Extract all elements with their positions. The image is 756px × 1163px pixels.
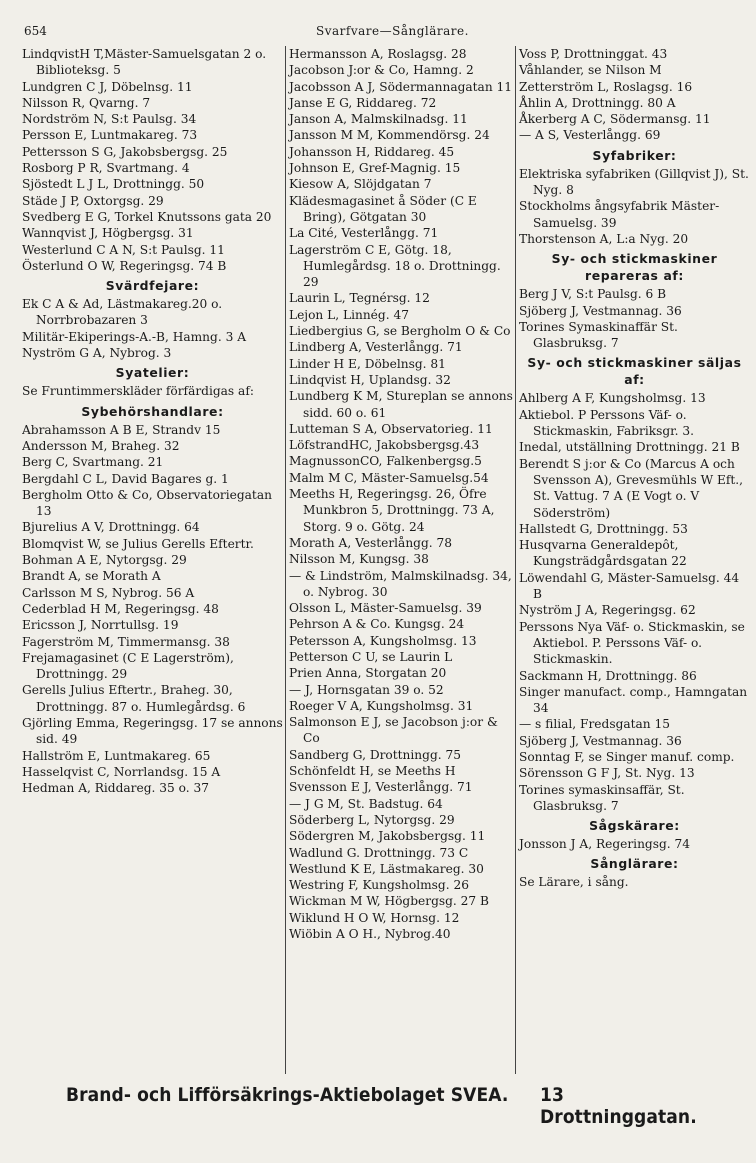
directory-entry: Elektriska syfabriken (Gillqvist J), St. Nyg. 8 bbox=[519, 166, 749, 198]
directory-entry: — J G M, St. Badstug. 64 bbox=[289, 796, 443, 811]
directory-entry: Södergren M, Jakobsbergsg. 11 bbox=[289, 829, 486, 844]
directory-entry: — s filial, Fredsgatan 15 bbox=[519, 717, 671, 732]
directory-entry: Fagerström M, Timmermansg. 38 bbox=[22, 634, 230, 649]
footer-company: Brand- och Lifförsäkrings-Aktiebolaget SVEA. bbox=[66, 1084, 509, 1106]
directory-entry: Svensson E J, Vesterlångg. 71 bbox=[289, 780, 473, 795]
directory-entry: Salmonson E J, se Jacobson j:or & Co bbox=[289, 715, 498, 746]
directory-entry: Nilsson M, Kungsg. 38 bbox=[289, 552, 429, 567]
directory-entry: Ahlberg A F, Kungsholmsg. 13 bbox=[519, 391, 706, 406]
directory-entry: Hasselqvist C, Norrlandsg. 15 A bbox=[22, 764, 221, 779]
directory-entry: Lagerström C E, Götg. 18, Humlegårdsg. 18 o. Drottningg. 29 bbox=[289, 242, 501, 290]
directory-entry: Bergdahl C L, David Bagares g. 1 bbox=[22, 471, 229, 486]
directory-entry: Österlund O W, Regeringsg. 74 B bbox=[22, 258, 227, 273]
directory-entry: Nyström J A, Regeringsg. 62 bbox=[519, 603, 696, 618]
directory-entry: Pettersson S G, Jakobsbergsg. 25 bbox=[22, 144, 228, 159]
directory-entry: Westring F, Kungsholmsg. 26 bbox=[289, 878, 469, 893]
directory-entry: Söderberg L, Nytorgsg. 29 bbox=[289, 812, 455, 827]
directory-entry: Sjöstedt L J L, Drottningg. 50 bbox=[22, 177, 205, 192]
directory-entry: LindqvistH T,Mäster-Samuelsgatan 2 o. Biblioteksg. 5 bbox=[22, 47, 267, 78]
directory-entry: Brandt A, se Morath A bbox=[22, 569, 161, 584]
directory-entry: Sjöberg J, Vestmannag. 36 bbox=[519, 303, 682, 318]
directory-entry: Thorstenson A, L:a Nyg. 20 bbox=[519, 231, 689, 246]
directory-entry: LöfstrandHC, Jakobsbergsg.43 bbox=[289, 438, 480, 453]
directory-entry: Bjurelius A V, Drottningg. 64 bbox=[22, 520, 200, 535]
directory-entry: Johansson H, Riddareg. 45 bbox=[289, 144, 455, 159]
directory-entry: Ek C A & Ad, Lästmakareg.20 o. Norrbrobazaren 3 bbox=[22, 297, 223, 328]
directory-entry: Berg C, Svartmang. 21 bbox=[22, 455, 164, 470]
directory-entry: Meeths H, Regeringsg. 26, Öfre Munkbron 5, Drottningg. 73 A, Storg. 9 o. Götg. 24 bbox=[289, 487, 495, 534]
directory-entry: Prien Anna, Storgatan 20 bbox=[289, 666, 447, 681]
directory-entry: Hallström E, Luntmakareg. 65 bbox=[22, 748, 211, 763]
directory-entry: Inedal, utställning Drottningg. 21 B bbox=[519, 440, 740, 455]
directory-entry: Malm M C, Mäster-Samuelsg.54 bbox=[289, 470, 489, 485]
directory-entry: Nordström N, S:t Paulsg. 34 bbox=[22, 112, 197, 127]
directory-entry: Morath A, Vesterlångg. 78 bbox=[289, 535, 453, 550]
directory-entry: Laurin L, Tegnérsg. 12 bbox=[289, 291, 430, 306]
directory-entry: Blomqvist W, se Julius Gerells Eftertr. bbox=[22, 536, 254, 551]
directory-entry: Pehrson A & Co. Kungsg. 24 bbox=[289, 617, 465, 632]
directory-entry: Lindberg A, Vesterlångg. 71 bbox=[289, 340, 463, 355]
directory-entry: Jacobsson A J, Södermannagatan 11 bbox=[289, 79, 513, 94]
directory-entry: Jonsson J A, Regeringsg. 74 bbox=[519, 837, 691, 852]
directory-entry: Militär-Ekiperings-A.-B, Hamng. 3 A bbox=[22, 329, 246, 344]
directory-entry: Rosborg P R, Svartmang. 4 bbox=[22, 161, 190, 176]
directory-entry: Torines symaskinsaffär, St. Glasbruksg. 7 bbox=[519, 782, 685, 813]
section-heading: Syatelier: bbox=[115, 365, 190, 381]
directory-entry: Se Fruntimmerskläder förfärdigas af: bbox=[22, 384, 254, 399]
directory-entry: Ericsson J, Norrtullsg. 19 bbox=[22, 618, 179, 633]
directory-entry: Svedberg E G, Torkel Knutssons gata 20 bbox=[22, 209, 272, 224]
directory-entry: Wiöbin A O H., Nybrog.40 bbox=[289, 927, 451, 942]
directory-entry: Andersson M, Braheg. 32 bbox=[22, 438, 180, 453]
section-heading: Sånglärare: bbox=[590, 856, 679, 872]
directory-entry: Sackmann H, Drottningg. 86 bbox=[519, 668, 697, 683]
column-1 bbox=[22, 46, 285, 1074]
directory-entry: Berg J V, S:t Paulsg. 6 B bbox=[519, 287, 667, 302]
directory-entry: Janse E G, Riddareg. 72 bbox=[289, 95, 437, 110]
directory-entry: Wadlund G. Drottningg. 73 C bbox=[289, 845, 469, 860]
directory-entry: Singer manufact. comp., Hamngatan 34 bbox=[519, 684, 748, 716]
directory-entry: Sonntag F, se Singer manuf. comp. bbox=[519, 749, 735, 764]
directory-entry: Petterson C U, se Laurin L bbox=[289, 649, 453, 664]
directory-entry: Linder H E, Döbelnsg. 81 bbox=[289, 356, 446, 371]
directory-entry: Frejamagasinet (C E Lagerström), Drottningg. 29 bbox=[22, 650, 234, 682]
directory-entry: Lundberg K M, Stureplan se annons sidd. 60 o. 61 bbox=[289, 389, 513, 420]
column-2 bbox=[285, 46, 515, 1074]
section-heading: Sy- och stickmaskiner säljas af: bbox=[527, 355, 742, 388]
running-head: Svarfvare—Sånglärare. bbox=[316, 24, 469, 38]
directory-entry: Åhlin A, Drottningg. 80 A bbox=[519, 95, 676, 110]
directory-columns bbox=[22, 46, 750, 1074]
directory-entry: Abrahamsson A B E, Strandv 15 bbox=[22, 422, 221, 437]
directory-entry: Lejon L, Linnég. 47 bbox=[289, 307, 409, 322]
directory-entry: Torines Symaskinaffär St. Glasbruksg. 7 bbox=[519, 319, 678, 351]
directory-entry: Nilsson R, Qvarng. 7 bbox=[22, 95, 151, 110]
directory-entry: Zetterström L, Roslagsg. 16 bbox=[519, 79, 693, 94]
directory-entry: Gerells Julius Eftertr., Braheg. 30, Drottningg. 87 o. Humlegårdsg. 6 bbox=[22, 683, 246, 714]
directory-entry: Stockholms ångsyfabrik Mäster-Samuelsg. 39 bbox=[519, 199, 720, 230]
directory-entry: MagnussonCO, Falkenbergsg.5 bbox=[289, 454, 482, 469]
directory-entry: Klädesmagasinet å Söder (C E Bring), Götgatan 30 bbox=[289, 193, 477, 224]
directory-entry: Städe J P, Oxtorgsg. 29 bbox=[22, 193, 164, 208]
directory-entry: Jacobson J:or & Co, Hamng. 2 bbox=[289, 63, 474, 78]
directory-entry: Löwendahl G, Mäster-Samuelsg. 44 B bbox=[519, 570, 740, 602]
directory-entry: Se Lärare, i sång. bbox=[519, 875, 629, 890]
directory-entry: Hermansson A, Roslagsg. 28 bbox=[289, 47, 467, 61]
directory-entry: Petersson A, Kungsholmsg. 13 bbox=[289, 633, 477, 648]
section-heading: Syfabriker: bbox=[592, 147, 677, 163]
directory-entry: Liedbergius G, se Bergholm O & Co bbox=[289, 324, 511, 339]
directory-entry: Perssons Nya Väf- o. Stickmaskin, se Aktiebol. P. Perssons Väf- o. Stickmaskin. bbox=[519, 619, 745, 667]
directory-entry: Lindqvist H, Uplandsg. 32 bbox=[289, 372, 451, 387]
directory-entry: Voss P, Drottninggat. 43 bbox=[519, 47, 668, 61]
directory-entry: Aktiebol. P Perssons Väf- o. Stickmaskin, Fabriksgr. 3. bbox=[519, 407, 695, 439]
directory-entry: — & Lindström, Malmskilnadsg. 34, o. Nybrog. 30 bbox=[289, 568, 512, 599]
section-heading: Svärdfejare: bbox=[105, 278, 200, 294]
directory-entry: Gjörling Emma, Regeringsg. 17 se annons sid. 49 bbox=[22, 715, 283, 747]
directory-entry: Wiklund H O W, Hornsg. 12 bbox=[289, 910, 460, 925]
directory-entry: Jansson M M, Kommendörsg. 24 bbox=[289, 128, 490, 143]
section-heading: Sy- och stickmaskiner repareras af: bbox=[551, 251, 718, 284]
directory-entry: Hallstedt G, Drottningg. 53 bbox=[519, 521, 688, 536]
footer-address: 13 Drottninggatan. bbox=[540, 1084, 697, 1128]
directory-entry: Westlund K E, Lästmakareg. 30 bbox=[289, 861, 484, 876]
directory-entry: Berendt S j:or & Co (Marcus A och Svensson A), Grevesmühls W Eft., St. Vattug. 7 A (E Vogt o. V Söderström) bbox=[519, 456, 744, 520]
section-heading: Sågskärare: bbox=[589, 818, 680, 834]
section-heading: Sybehörshandlare: bbox=[81, 403, 224, 419]
directory-entry: Våhlander, se Nilson M bbox=[519, 63, 662, 78]
directory-entry: Husqvarna Generaldepôt, Kungsträdgårdsgatan 22 bbox=[519, 538, 687, 569]
directory-entry: Hedman A, Riddareg. 35 o. 37 bbox=[22, 781, 210, 796]
directory-entry: Wannqvist J, Högbergsg. 31 bbox=[22, 226, 194, 241]
directory-entry: Sörensson G F J, St. Nyg. 13 bbox=[519, 766, 695, 781]
directory-entry: Cederblad H M, Regeringsg. 48 bbox=[22, 601, 219, 616]
directory-entry: Wickman M W, Högbergsg. 27 B bbox=[289, 894, 490, 909]
advertisement-footer bbox=[66, 1084, 706, 1128]
directory-entry: Westerlund C A N, S:t Paulsg. 11 bbox=[22, 242, 225, 257]
directory-entry: Sjöberg J, Vestmannag. 36 bbox=[519, 733, 682, 748]
directory-entry: Roeger V A, Kungsholmsg. 31 bbox=[289, 698, 474, 713]
directory-entry: Bergholm Otto & Co, Observatoriegatan 13 bbox=[22, 487, 272, 519]
directory-entry: Bohman A E, Nytorgsg. 29 bbox=[22, 553, 187, 568]
directory-entry: Sandberg G, Drottningg. 75 bbox=[289, 747, 462, 762]
directory-entry: Janson A, Malmskilnadsg. 11 bbox=[289, 112, 468, 127]
directory-entry: — J, Hornsgatan 39 o. 52 bbox=[289, 682, 444, 697]
directory-entry: Schönfeldt H, se Meeths H bbox=[289, 764, 456, 779]
directory-entry: — A S, Vesterlångg. 69 bbox=[519, 128, 661, 143]
directory-entry: Åkerberg A C, Södermansg. 11 bbox=[519, 112, 711, 127]
directory-entry: Carlsson M S, Nybrog. 56 A bbox=[22, 585, 195, 600]
directory-entry: Persson E, Luntmakareg. 73 bbox=[22, 128, 198, 143]
directory-entry: Johnson E, Gref-Magnig. 15 bbox=[289, 161, 461, 176]
column-3 bbox=[515, 46, 750, 1074]
directory-entry: Olsson L, Mäster-Samuelsg. 39 bbox=[289, 601, 482, 616]
page-number: 654 bbox=[24, 24, 47, 38]
directory-entry: Kiesow A, Slöjdgatan 7 bbox=[289, 177, 432, 192]
directory-entry: La Cité, Vesterlångg. 71 bbox=[289, 226, 439, 241]
directory-entry: Lundgren C J, Döbelnsg. 11 bbox=[22, 79, 193, 94]
directory-entry: Nyström G A, Nybrog. 3 bbox=[22, 346, 172, 361]
page-header bbox=[24, 24, 736, 42]
directory-entry: Lutteman S A, Observatorieg. 11 bbox=[289, 421, 493, 436]
